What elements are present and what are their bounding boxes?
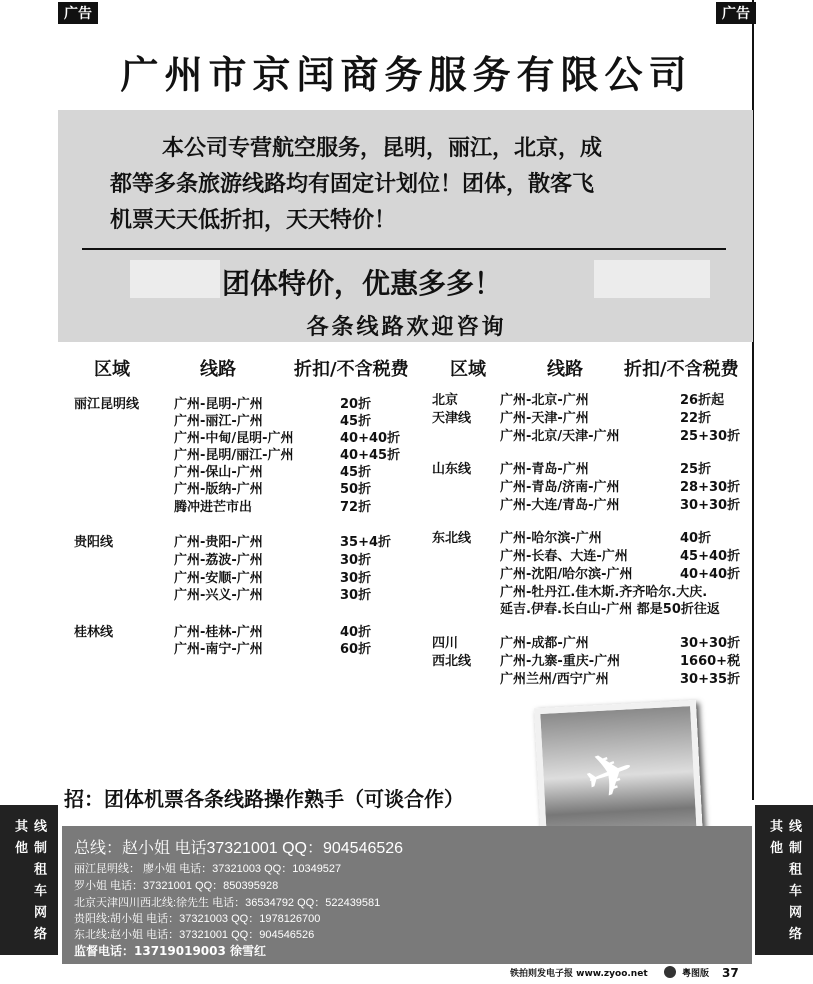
intro-line: 本公司专营航空服务，昆明，丽江，北京，成 — [162, 135, 603, 161]
cell-disc: 20折 — [340, 397, 372, 412]
cell-route: 广州-保山-广州 — [174, 465, 263, 480]
cell-disc: 45折 — [340, 465, 372, 480]
header-region: 区域 — [450, 359, 486, 380]
cell-region: 东北线 — [432, 531, 472, 546]
cell-route: 广州-大连/青岛-广州 — [500, 498, 620, 513]
footer-brand: 粤图版 — [682, 969, 710, 979]
cell-disc: 45+40折 — [680, 549, 741, 564]
side-label-text: 线 制 租 车 网 络 其 他 — [12, 819, 46, 942]
company-title: 广州市京闰商务服务有限公司 — [120, 53, 693, 97]
cell-route: 广州-贵阳-广州 — [174, 535, 263, 550]
cell-disc: 26折起 — [680, 393, 725, 408]
side-label-left — [0, 805, 58, 955]
intro-line: 都等多条旅游线路均有固定计划位！团体，散客飞 — [110, 171, 595, 197]
subheading: 各条线路欢迎咨询 — [306, 314, 507, 340]
cell-region: 山东线 — [432, 462, 472, 477]
cell-region: 贵阳线 — [74, 535, 114, 550]
recruit-notice: 招：团体机票各条线路操作熟手（可谈合作） — [64, 787, 464, 811]
cell-route: 广州-九寨-重庆-广州 — [500, 654, 621, 669]
cell-route: 广州-成都-广州 — [500, 636, 589, 651]
cell-route: 广州-哈尔滨-广州 — [500, 531, 602, 546]
cell-disc: 30+30折 — [680, 636, 741, 651]
header-discount: 折扣/不含税费 — [294, 359, 409, 380]
cell-route: 腾冲进芒市出 — [174, 500, 253, 515]
cell-disc: 45折 — [340, 414, 372, 429]
cell-disc: 22折 — [680, 411, 712, 426]
cell-route: 广州-青岛/济南-广州 — [500, 480, 620, 495]
cell-route: 广州-丽江-广州 — [174, 414, 263, 429]
cell-route: 延吉.伊春.长白山-广州 都是50折往返 — [500, 602, 720, 617]
cell-disc: 1660+税 — [680, 654, 741, 669]
cell-disc: 40+45折 — [340, 448, 401, 463]
header-discount: 折扣/不含税费 — [624, 359, 739, 380]
cell-route: 广州-长春、大连-广州 — [500, 549, 628, 564]
cell-region: 天津线 — [432, 411, 472, 426]
cell-region: 四川 — [432, 636, 459, 651]
cell-disc: 30折 — [340, 571, 372, 586]
cell-disc: 40折 — [680, 531, 712, 546]
cell-disc: 25折 — [680, 462, 712, 477]
cell-route: 广州-南宁-广州 — [174, 642, 263, 657]
main-contact: 总线：赵小姐 电话37321001 QQ：904546526 — [74, 840, 404, 857]
cell-route: 广州-天津-广州 — [500, 411, 589, 426]
cell-disc: 40+40折 — [340, 431, 401, 446]
brand-logo-icon — [664, 966, 676, 978]
side-label-text: 线 制 租 车 网 络 其 他 — [767, 819, 801, 942]
ad-tag-left: 广告 — [58, 2, 98, 24]
cell-disc: 40+40折 — [680, 567, 741, 582]
cell-route: 广州-版纳-广州 — [174, 482, 263, 497]
cell-route: 广州兰州/西宁广州 — [500, 672, 609, 687]
cell-disc: 30+30折 — [680, 498, 741, 513]
contact-line: 东北线:赵小姐 电话：37321001 QQ：904546526 — [74, 929, 315, 941]
cell-disc: 25+30折 — [680, 429, 741, 444]
cell-route: 广州-中甸/昆明-广州 — [174, 431, 294, 446]
cell-region: 西北线 — [432, 654, 472, 669]
cell-disc: 28+30折 — [680, 480, 741, 495]
supervise-phone: 监督电话：13719019003 徐雪红 — [74, 944, 267, 958]
contact-line: 北京天津四川西北线:徐先生 电话：36534792 QQ：522439581 — [74, 897, 381, 909]
cell-disc: 30折 — [340, 553, 372, 568]
cell-disc: 40折 — [340, 625, 372, 640]
intro-line: 机票天天低折扣，天天特价！ — [110, 207, 397, 233]
ad-tag-right: 广告 — [716, 2, 756, 24]
promo-banner: 团体特价，优惠多多！ — [222, 267, 503, 300]
cell-route: 广州-北京/天津-广州 — [500, 429, 620, 444]
cell-disc: 60折 — [340, 642, 372, 657]
promo-pad — [594, 260, 710, 298]
cell-route: 广州-安顺-广州 — [174, 571, 263, 586]
cell-disc: 30折 — [340, 588, 372, 603]
cell-route: 广州-牡丹江.佳木斯.齐齐哈尔.大庆. — [500, 585, 708, 600]
divider — [82, 248, 726, 250]
cell-route: 广州-昆明-广州 — [174, 397, 263, 412]
header-route: 线路 — [200, 359, 236, 380]
cell-region: 桂林线 — [74, 625, 114, 640]
page-number: 37 — [722, 966, 739, 980]
cell-disc: 72折 — [340, 500, 372, 515]
cell-route: 广州-桂林-广州 — [174, 625, 263, 640]
cell-route: 广州-沈阳/哈尔滨-广州 — [500, 567, 633, 582]
intro-text — [110, 130, 710, 238]
cell-route: 广州-兴义-广州 — [174, 588, 263, 603]
header-region: 区域 — [94, 359, 130, 380]
side-label-right — [755, 805, 813, 955]
cell-route: 广州-青岛-广州 — [500, 462, 589, 477]
contact-line: 罗小姐 电话：37321001 QQ：850395928 — [74, 880, 279, 892]
cell-disc: 30+35折 — [680, 672, 741, 687]
header-route: 线路 — [547, 359, 583, 380]
cell-region: 丽江昆明线 — [74, 397, 140, 412]
cell-route: 广州-荔波-广州 — [174, 553, 263, 568]
cell-route: 广州-昆明/丽江-广州 — [174, 448, 294, 463]
cell-region: 北京 — [432, 393, 459, 408]
contact-line: 贵阳线:胡小姐 电话：37321003 QQ：1978126700 — [74, 913, 321, 925]
promo-pad — [130, 260, 220, 298]
cell-disc: 50折 — [340, 482, 372, 497]
cell-disc: 35+4折 — [340, 535, 392, 550]
footer-site: 铁拍则发电子报 www.zyoo.net — [510, 969, 648, 979]
airplane-icon: ✈ — [574, 733, 646, 817]
cell-route: 广州-北京-广州 — [500, 393, 589, 408]
contact-line: 丽江昆明线： 廖小姐 电话：37321003 QQ：10349527 — [74, 863, 342, 875]
